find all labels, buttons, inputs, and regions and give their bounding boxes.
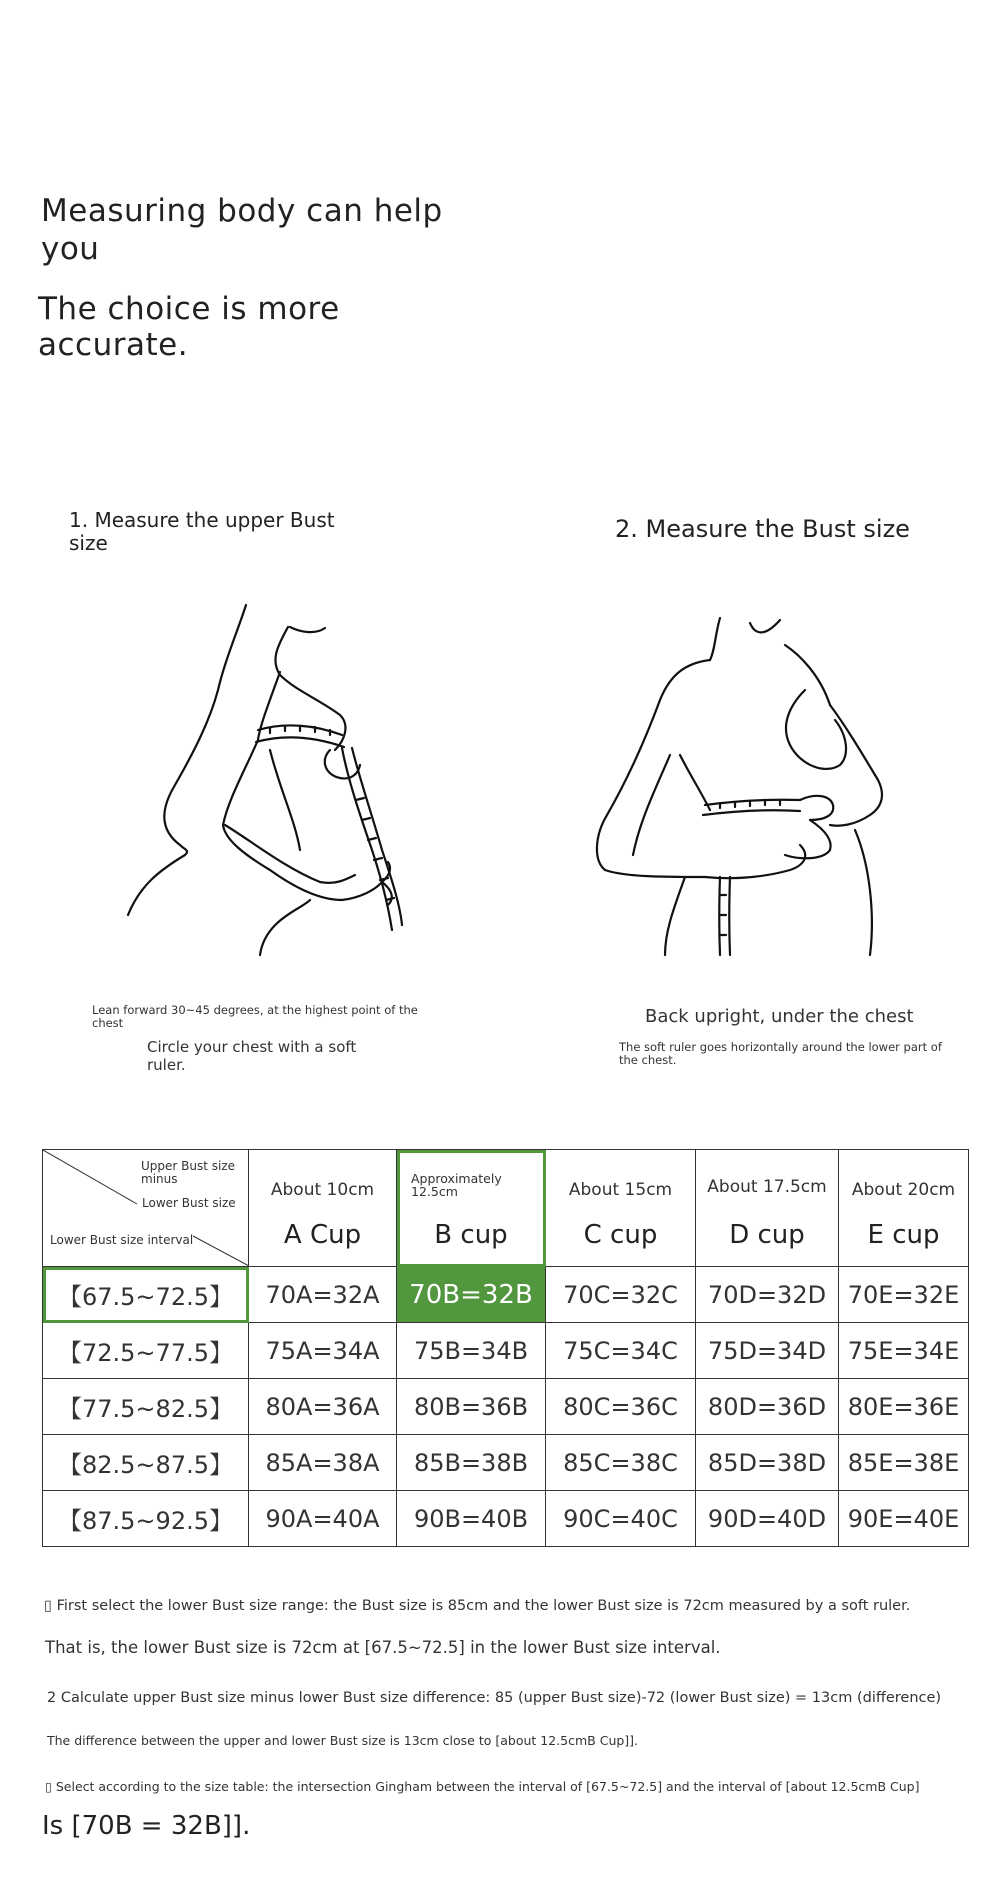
- step1-caption-line-1: Circle your chest with a soft: [147, 1038, 357, 1056]
- size-cell: 80B=36B: [397, 1379, 546, 1435]
- column-cup: E cup: [867, 1220, 940, 1250]
- size-cell: 80A=36A: [249, 1379, 397, 1435]
- headline-line-3: The choice is more: [38, 291, 340, 327]
- size-cell: 90E=40E: [839, 1491, 969, 1547]
- size-cell: 90D=40D: [696, 1491, 839, 1547]
- size-cell: 85C=38C: [546, 1435, 696, 1491]
- size-cell: 70C=32C: [546, 1267, 696, 1323]
- table-row: [43, 1491, 969, 1547]
- corner-interval-label: Lower Bust size interval: [50, 1233, 194, 1247]
- table-row: [43, 1323, 969, 1379]
- corner-lower-label: Lower Bust size: [142, 1196, 236, 1210]
- step1-title-line-1: 1. Measure the upper Bust: [69, 508, 335, 532]
- size-cell: 80E=36E: [839, 1379, 969, 1435]
- size-cell: 75A=34A: [249, 1323, 397, 1379]
- size-cell: 70A=32A: [249, 1267, 397, 1323]
- column-about: About 15cm: [568, 1180, 673, 1200]
- column-about: About 10cm: [270, 1180, 375, 1200]
- headline-line-4: accurate.: [38, 327, 189, 363]
- table-row: [43, 1379, 969, 1435]
- size-cell: 75E=34E: [839, 1323, 969, 1379]
- column-header-d: [696, 1150, 839, 1267]
- size-cell: 85A=38A: [249, 1435, 397, 1491]
- size-cell: 75C=34C: [546, 1323, 696, 1379]
- size-cell: 70E=32E: [839, 1267, 969, 1323]
- headline-line-1: Measuring body can help: [41, 193, 443, 229]
- step1-title-line-2: size: [69, 531, 108, 555]
- size-cell: 85D=38D: [696, 1435, 839, 1491]
- step2-caption-small-line-2: the chest.: [619, 1053, 677, 1067]
- step1-caption-small-line-2: chest: [92, 1016, 124, 1030]
- column-cup: B cup: [434, 1220, 508, 1250]
- column-header-e: [839, 1150, 969, 1267]
- corner-upper-label: Upper Bust size minus: [141, 1159, 236, 1186]
- column-cup: A Cup: [283, 1220, 362, 1250]
- column-about: About 17.5cm: [707, 1177, 827, 1197]
- size-cell: 80D=36D: [696, 1379, 839, 1435]
- size-table: [42, 1149, 969, 1547]
- measure-bust-illustration: [585, 615, 895, 960]
- table-row: [43, 1435, 969, 1491]
- size-cell: 90A=40A: [249, 1491, 397, 1547]
- size-cell: 90C=40C: [546, 1491, 696, 1547]
- column-cup: D cup: [729, 1220, 805, 1250]
- size-cell: 90B=40B: [397, 1491, 546, 1547]
- instruction-line-3: 2 Calculate upper Bust size minus lower Bust size difference: 85 (upper Bust size)-72 (lower Bust size) = 13cm (difference): [47, 1690, 942, 1706]
- step2-caption-small-line-1: The soft ruler goes horizontally around the lower part of: [619, 1040, 942, 1054]
- step2-title: 2. Measure the Bust size: [615, 515, 910, 543]
- instruction-line-5: ▯ Select according to the size table: the intersection Gingham between the interval of [67.5~72.5] and the interval of [about 12.5cmB Cup]: [45, 1779, 920, 1794]
- instruction-line-1: ▯ First select the lower Bust size range: the Bust size is 85cm and the lower Bust size is 72cm measured by a soft ruler.: [44, 1598, 911, 1614]
- column-about: Approximately 12.5cm: [411, 1171, 502, 1199]
- size-cell: 85E=38E: [839, 1435, 969, 1491]
- step2-caption: Back upright, under the chest: [645, 1006, 914, 1027]
- interval-cell: 【77.5~82.5】: [43, 1379, 249, 1435]
- size-cell: 80C=36C: [546, 1379, 696, 1435]
- size-cell-highlighted: 70B=32B: [397, 1267, 546, 1323]
- size-cell: 70D=32D: [696, 1267, 839, 1323]
- table-corner-cell: [43, 1150, 249, 1267]
- instruction-line-6: Is [70B = 32B]].: [42, 1811, 251, 1841]
- table-row: [43, 1267, 969, 1323]
- column-cup: C cup: [583, 1220, 658, 1250]
- column-header-b: [397, 1150, 546, 1267]
- column-header-c: [546, 1150, 696, 1267]
- instruction-line-2: That is, the lower Bust size is 72cm at [67.5~72.5] in the lower Bust size interval.: [45, 1638, 721, 1657]
- headline-line-2: you: [41, 231, 100, 267]
- interval-cell: 【72.5~77.5】: [43, 1323, 249, 1379]
- size-cell: 85B=38B: [397, 1435, 546, 1491]
- size-cell: 75B=34B: [397, 1323, 546, 1379]
- column-header-a: [249, 1150, 397, 1267]
- step1-caption-line-2: ruler.: [147, 1056, 186, 1074]
- interval-cell: 【82.5~87.5】: [43, 1435, 249, 1491]
- column-about: About 20cm: [851, 1180, 956, 1200]
- table-header-row: [43, 1150, 969, 1267]
- size-cell: 75D=34D: [696, 1323, 839, 1379]
- step1-caption-small-line-1: Lean forward 30~45 degrees, at the highest point of the: [92, 1003, 418, 1017]
- instruction-line-4: The difference between the upper and lower Bust size is 13cm close to [about 12.5cmB Cup]].: [47, 1733, 639, 1748]
- interval-cell: 【87.5~92.5】: [43, 1491, 249, 1547]
- measure-upper-bust-illustration: [120, 600, 410, 960]
- interval-cell: 【67.5~72.5】: [43, 1267, 249, 1323]
